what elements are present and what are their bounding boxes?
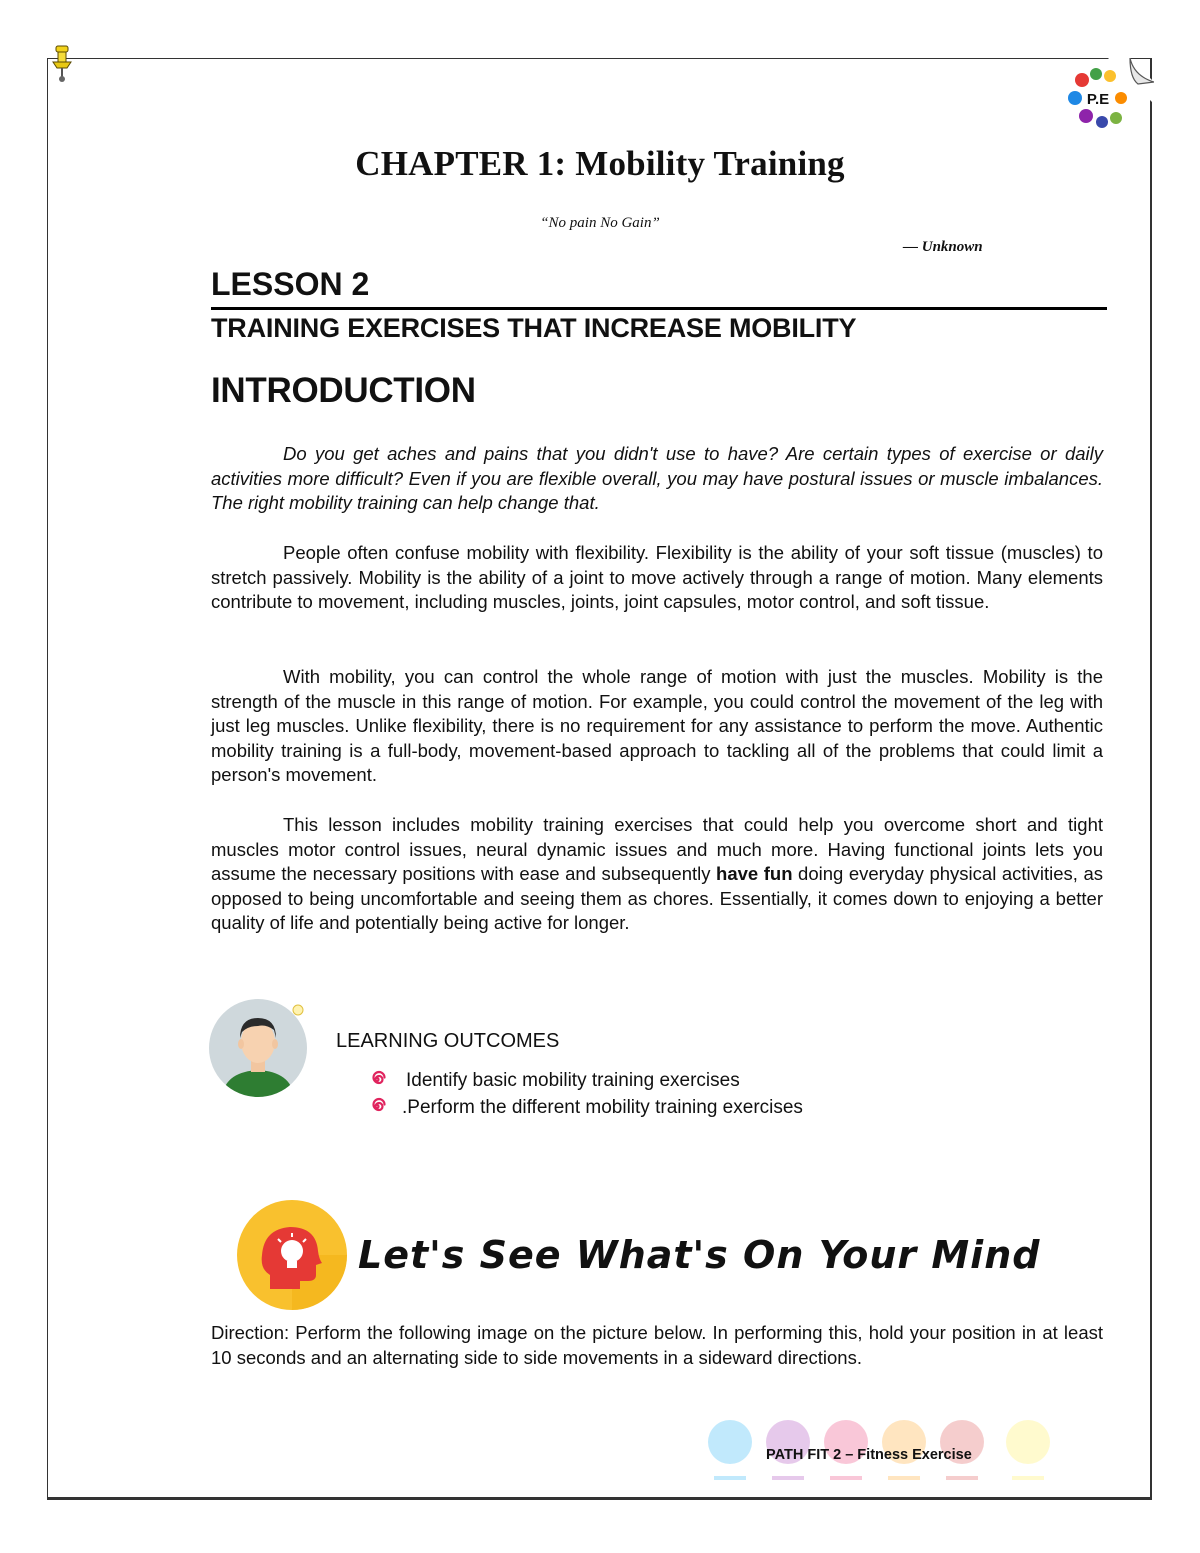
intro-paragraph-4-text-end: doing everyday physical activities, as opposed to being uncomfortable and seeing them as chores. Essentially, it comes down to enjoying a better quality of life and potentially being active for longer. — [211, 863, 1103, 933]
chapter-title: CHAPTER 1: Mobility Training — [355, 144, 845, 183]
chapter-quote: “No pain No Gain” — [540, 215, 660, 231]
footer-course-label: PATH FIT 2 – Fitness Exercise — [766, 1447, 972, 1463]
intro-paragraph-2-text: People often confuse mobility with flexibility. Flexibility is the ability of your soft tissue (muscles) to stretch passively. Mobility is the ability of a joint to move actively through a range of motion. Many elements contribute to movement, including muscles, joints, joint capsules, motor control, and soft tissue. — [211, 542, 1103, 612]
mind-lightbulb-icon — [236, 1199, 348, 1311]
pushpin-icon — [49, 44, 75, 84]
intro-paragraph-4-emphasis: have fun — [716, 863, 793, 884]
lesson-title: TRAINING EXERCISES THAT INCREASE MOBILITY — [211, 313, 857, 343]
intro-paragraph-3 — [211, 665, 1103, 788]
direction-paragraph: Direction: Perform the following image on the picture below. In performing this, hold your position in at least 10 seconds and an alternating side to side movements in a sideward directions. — [211, 1322, 1103, 1368]
intro-paragraph-3-text: With mobility, you can control the whole range of motion with just the muscles. Mobility is the strength of the muscle in this range of motion. For example, you could control the movement of the leg with just leg muscles. Unlike flexibility, there is no requirement for any assistance to perform the move. Authentic mobility training is a full-body, movement-based approach to tackling all of the problems that could limit a person's movement. — [211, 666, 1103, 785]
swirl-bullet-icon — [368, 1097, 386, 1115]
learning-outcomes-heading: LEARNING OUTCOMES — [336, 1030, 560, 1052]
quote-attribution: — Unknown — [903, 239, 983, 255]
lesson-number: LESSON 2 — [211, 266, 370, 302]
introduction-heading: INTRODUCTION — [211, 371, 476, 410]
intro-paragraph-1 — [211, 442, 1103, 516]
swirl-bullet-icon — [368, 1070, 386, 1088]
learning-outcome-text: .Perform the different mobility training exercises — [402, 1097, 803, 1118]
intro-paragraph-4 — [211, 813, 1103, 936]
pe-logo-icon — [1066, 68, 1128, 132]
pe-logo-text: P.E — [1086, 91, 1110, 108]
intro-paragraph-2 — [211, 541, 1103, 615]
lesson-divider — [211, 307, 1107, 310]
learning-outcome-text: Identify basic mobility training exercises — [406, 1070, 740, 1091]
intro-paragraph-1-text: Do you get aches and pains that you didn't use to have? Are certain types of exercise or daily activities more difficult? Even if you are flexible overall, you may have postural issues or muscle imbalances. The right mobility training can help change that. — [211, 443, 1103, 513]
activity-title: Let's See What's On Your Mind — [358, 1233, 1041, 1277]
intro-paragraph-4-text: This lesson includes mobility training exercises that could help you overcome short and tight muscles motor control issues, neural dynamic issues and much more. Having functional joints lets you assume the necessary positions with ease and subsequently — [211, 814, 1103, 884]
student-avatar-icon — [208, 998, 308, 1098]
